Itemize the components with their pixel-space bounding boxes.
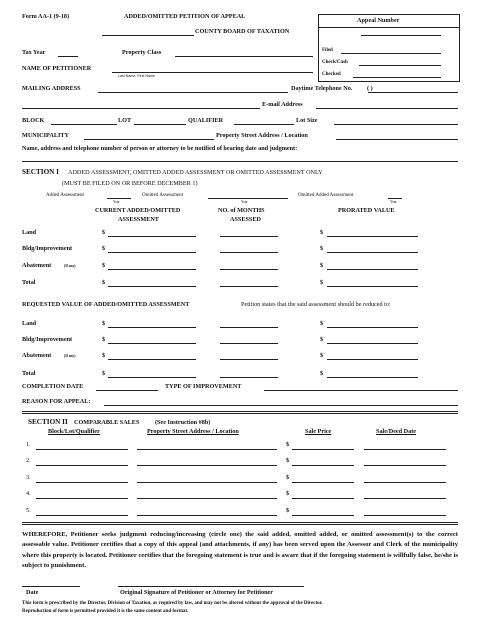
req-bldg-prorated-dollar: $ bbox=[320, 336, 324, 343]
comp-4-block-field[interactable] bbox=[36, 498, 128, 499]
property-street-field[interactable] bbox=[336, 139, 458, 140]
req-bldg-label: Bldg/Improvement bbox=[22, 336, 73, 343]
requested-label: REQUESTED VALUE OF ADDED/OMITTED ASSESSMENT bbox=[22, 301, 190, 308]
mailing-address-label: MAILING ADDRESS bbox=[22, 85, 81, 92]
phone-field[interactable] bbox=[368, 92, 458, 93]
req-land-prorated-field[interactable] bbox=[327, 327, 418, 328]
comp-3-block-field[interactable] bbox=[36, 482, 128, 483]
comp-5-address-field[interactable] bbox=[137, 515, 277, 516]
comp-5-date-field[interactable] bbox=[364, 515, 446, 516]
land-prorated-field[interactable] bbox=[327, 236, 418, 237]
req-total-current-field[interactable] bbox=[108, 377, 196, 378]
type-of-improvement-label: TYPE OF IMPROVEMENT bbox=[165, 383, 242, 390]
col-address: Property Street Address / Location bbox=[147, 428, 239, 435]
comp-row-number: 2. bbox=[26, 457, 31, 464]
land-label: Land bbox=[22, 229, 37, 236]
wherefore-statement: WHEREFORE, Petitioner seeks judgment reducing/increasing (circle one) the said added, omitted added, or omitted assessment(s) to the correct assessable value. Petitioner certifies that a copy of this appeal (and attachments, if any) has been served upon the Assessor and Clerk of the municipality where this property is located. Petitioner certifies that the foregoing statement is true and is aware that if the foregoing statement is willfully false, he/she is subject to punishment. bbox=[22, 531, 458, 570]
col-block-lot: Block/Lot/Qualifier bbox=[48, 428, 100, 435]
comp-5-dollar: $ bbox=[286, 507, 290, 514]
property-class-field[interactable] bbox=[175, 56, 313, 57]
omitted-added-year-hint: Year bbox=[390, 200, 397, 204]
petitioner-signature-field[interactable] bbox=[118, 586, 304, 587]
email-field[interactable] bbox=[316, 108, 458, 109]
filed-field[interactable] bbox=[341, 53, 441, 54]
petitioner-name-field[interactable] bbox=[112, 72, 313, 73]
added-assessment-year-field[interactable] bbox=[107, 198, 131, 199]
added-year-hint: Year bbox=[113, 200, 120, 204]
block-label: BLOCK bbox=[22, 117, 45, 124]
check-cash-label: Check/Cash bbox=[322, 60, 348, 65]
total-prorated-field[interactable] bbox=[327, 286, 418, 287]
abatement-dollar: $ bbox=[102, 262, 106, 269]
comp-3-date-field[interactable] bbox=[364, 482, 446, 483]
req-bldg-prorated-field[interactable] bbox=[327, 343, 418, 344]
lot-size-field[interactable] bbox=[334, 124, 458, 125]
footer-line-2: Reproduction of form is permitted provided it is the same content and format. bbox=[22, 609, 189, 614]
comp-1-price-field[interactable] bbox=[292, 449, 354, 450]
date-label: Date bbox=[26, 589, 39, 596]
block-field[interactable] bbox=[51, 124, 117, 125]
total-label: Total bbox=[22, 279, 36, 286]
comp-4-date-field[interactable] bbox=[364, 498, 446, 499]
address-line-2-field[interactable] bbox=[22, 108, 260, 109]
added-assessment-label: Added Assessment bbox=[46, 193, 84, 198]
lot-label: LOT bbox=[118, 117, 132, 124]
req-total-prorated-field[interactable] bbox=[327, 377, 418, 378]
county-name-field[interactable] bbox=[102, 35, 194, 36]
petitioner-name-label: NAME OF PETITIONER bbox=[22, 65, 92, 72]
comp-2-block-field[interactable] bbox=[36, 465, 128, 466]
bldg-label: Bldg/Improvement bbox=[22, 245, 73, 252]
comp-row-number: 3. bbox=[26, 474, 31, 481]
req-abatement-prorated-field[interactable] bbox=[327, 359, 418, 360]
bldg-dollar: $ bbox=[102, 245, 106, 252]
req-abatement-dollar: $ bbox=[102, 352, 106, 359]
municipality-field[interactable] bbox=[84, 139, 214, 140]
comp-2-price-field[interactable] bbox=[292, 465, 354, 466]
col-current-label-2: ASSESSMENT bbox=[118, 216, 159, 223]
req-bldg-current-field[interactable] bbox=[108, 343, 196, 344]
land-current-field[interactable] bbox=[108, 236, 196, 237]
total-months-field[interactable] bbox=[220, 286, 278, 287]
comp-4-price-field[interactable] bbox=[292, 498, 354, 499]
comp-1-block-field[interactable] bbox=[36, 449, 128, 450]
bldg-prorated-field[interactable] bbox=[327, 252, 418, 253]
comp-3-dollar: $ bbox=[286, 474, 290, 481]
section-divider bbox=[22, 411, 458, 414]
footer-line-1: This form is prescribed by the Director, Division of Taxation, as required by law, and may not be altered without the approval of the Director. bbox=[22, 601, 323, 606]
comp-1-address-field[interactable] bbox=[137, 449, 277, 450]
lot-size-label: Lot Size bbox=[296, 117, 318, 124]
reason-for-appeal-label: REASON FOR APPEAL: bbox=[22, 398, 91, 405]
req-bldg-months-field[interactable] bbox=[220, 343, 278, 344]
req-total-dollar: $ bbox=[102, 370, 106, 377]
req-abatement-months-field[interactable] bbox=[220, 359, 278, 360]
req-abatement-label: Abatement bbox=[22, 352, 52, 359]
req-abatement-if-any: (If any) bbox=[64, 354, 76, 358]
phone-parens: ( ) bbox=[367, 85, 373, 92]
section1-deadline: (MUST BE FILED ON OR BEFORE DECEMBER 1) bbox=[62, 180, 198, 187]
comp-5-block-field[interactable] bbox=[36, 515, 128, 516]
req-land-prorated-dollar: $ bbox=[320, 320, 324, 327]
qualifier-field[interactable] bbox=[234, 124, 294, 125]
appeal-number-label: Appeal Number bbox=[357, 17, 400, 24]
completion-date-field[interactable] bbox=[96, 390, 158, 391]
signature-label: Original Signature of Petitioner or Attorney for Petitioner bbox=[120, 589, 273, 596]
total-prorated-dollar: $ bbox=[320, 279, 324, 286]
omitted-assessment-year-field[interactable] bbox=[208, 198, 288, 199]
tax-year-label: Tax Year bbox=[22, 49, 46, 56]
lot-field[interactable] bbox=[134, 124, 186, 125]
col-current-label: CURRENT ADDED/OMITTED bbox=[95, 207, 181, 214]
email-label: E-mail Address bbox=[262, 101, 303, 108]
petitioner-name-hint: Last Name, First Name bbox=[118, 74, 155, 78]
col-months-label: NO. of MONTHS bbox=[218, 207, 265, 214]
abatement-months-field[interactable] bbox=[220, 269, 278, 270]
abatement-prorated-field[interactable] bbox=[327, 269, 418, 270]
omitted-added-year-field[interactable] bbox=[388, 198, 402, 199]
section2-heading-text: COMPARABLE SALES bbox=[74, 419, 140, 426]
section1-heading: SECTION I bbox=[22, 168, 59, 176]
tax-year-field[interactable] bbox=[58, 56, 78, 57]
req-land-label: Land bbox=[22, 320, 37, 327]
checked-field[interactable] bbox=[353, 77, 441, 78]
comp-4-address-field[interactable] bbox=[137, 498, 277, 499]
comp-2-address-field[interactable] bbox=[137, 465, 277, 466]
section2-heading: SECTION II bbox=[28, 418, 68, 426]
comp-3-address-field[interactable] bbox=[137, 482, 277, 483]
abatement-if-any: (If any) bbox=[64, 264, 76, 268]
requested-text: Petition states that the said assessment should be reduced to: bbox=[241, 301, 391, 308]
col-prorated-label: PRORATED VALUE bbox=[338, 207, 395, 214]
req-bldg-dollar: $ bbox=[102, 336, 106, 343]
property-class-label: Property Class bbox=[122, 49, 162, 56]
req-abatement-prorated-dollar: $ bbox=[320, 352, 324, 359]
col-months-label-2: ASSESSED bbox=[230, 216, 261, 223]
omitted-assessment-label: Omitted Assessment bbox=[142, 193, 183, 198]
land-dollar: $ bbox=[102, 229, 106, 236]
col-sale-price: Sale Price bbox=[305, 428, 332, 435]
check-cash-field[interactable] bbox=[359, 65, 441, 66]
form-title: ADDED/OMITTED PETITION OF APPEAL bbox=[124, 13, 246, 20]
abatement-prorated-dollar: $ bbox=[320, 262, 324, 269]
comp-2-dollar: $ bbox=[286, 457, 290, 464]
completion-date-label: COMPLETION DATE bbox=[22, 383, 84, 390]
abatement-label: Abatement bbox=[22, 262, 52, 269]
req-abatement-current-field[interactable] bbox=[108, 359, 196, 360]
land-months-field[interactable] bbox=[220, 236, 278, 237]
req-land-dollar: $ bbox=[102, 320, 106, 327]
req-land-current-field[interactable] bbox=[108, 327, 196, 328]
req-total-prorated-dollar: $ bbox=[320, 370, 324, 377]
comp-row-number: 4. bbox=[26, 490, 31, 497]
land-prorated-dollar: $ bbox=[320, 229, 324, 236]
qualifier-label: QUALIFIER bbox=[188, 117, 224, 124]
omitted-added-assessment-label: Omitted Added Assessment bbox=[298, 193, 354, 198]
req-total-label: Total bbox=[22, 370, 36, 377]
bldg-current-field[interactable] bbox=[108, 252, 196, 253]
type-of-improvement-field[interactable] bbox=[264, 390, 458, 391]
comp-2-date-field[interactable] bbox=[364, 465, 446, 466]
comp-1-dollar: $ bbox=[286, 441, 290, 448]
comp-row-number: 1. bbox=[26, 441, 31, 448]
comp-4-dollar: $ bbox=[286, 490, 290, 497]
mailing-address-field[interactable] bbox=[98, 92, 288, 93]
reason-for-appeal-field[interactable] bbox=[104, 405, 458, 406]
abatement-current-field[interactable] bbox=[108, 269, 196, 270]
comp-3-price-field[interactable] bbox=[292, 482, 354, 483]
checked-label: Checked bbox=[322, 72, 341, 77]
bldg-months-field[interactable] bbox=[220, 252, 278, 253]
total-dollar: $ bbox=[102, 279, 106, 286]
section2-instruction: (See Instruction #8b) bbox=[155, 419, 211, 426]
municipality-label: MUNICIPALITY bbox=[22, 132, 69, 139]
col-sale-date: Sale/Deed Date bbox=[376, 428, 417, 435]
bldg-prorated-dollar: $ bbox=[320, 245, 324, 252]
total-current-field[interactable] bbox=[108, 286, 196, 287]
section2-divider bbox=[22, 522, 458, 525]
appeal-number-box bbox=[318, 14, 460, 82]
notify-label: Name, address and telephone number of person or attorney to be notified of hearing date and judgment: bbox=[22, 145, 298, 152]
appeal-number-field[interactable] bbox=[361, 35, 441, 36]
form-id: Form AA-1 (9-18) bbox=[22, 13, 70, 20]
property-street-label: Property Street Address / Location bbox=[216, 132, 308, 139]
comp-5-price-field[interactable] bbox=[292, 515, 354, 516]
comp-row-number: 5. bbox=[26, 507, 31, 514]
req-land-months-field[interactable] bbox=[220, 327, 278, 328]
county-board-label: COUNTY BOARD OF TAXATION bbox=[195, 28, 290, 35]
appeal-box-divider bbox=[319, 27, 459, 28]
daytime-phone-label: Daytime Telephone No. bbox=[291, 85, 353, 92]
notify-field[interactable] bbox=[22, 161, 458, 162]
section1-heading-text: ADDED ASSESSMENT, OMITTED ADDED ASSESSMENT OR OMITTED ASSESSMENT ONLY bbox=[68, 169, 323, 176]
req-total-months-field[interactable] bbox=[220, 377, 278, 378]
date-signature-field[interactable] bbox=[22, 586, 80, 587]
comp-1-date-field[interactable] bbox=[364, 449, 446, 450]
omitted-year-hint: Year bbox=[241, 200, 248, 204]
filed-label: Filed bbox=[322, 48, 333, 53]
